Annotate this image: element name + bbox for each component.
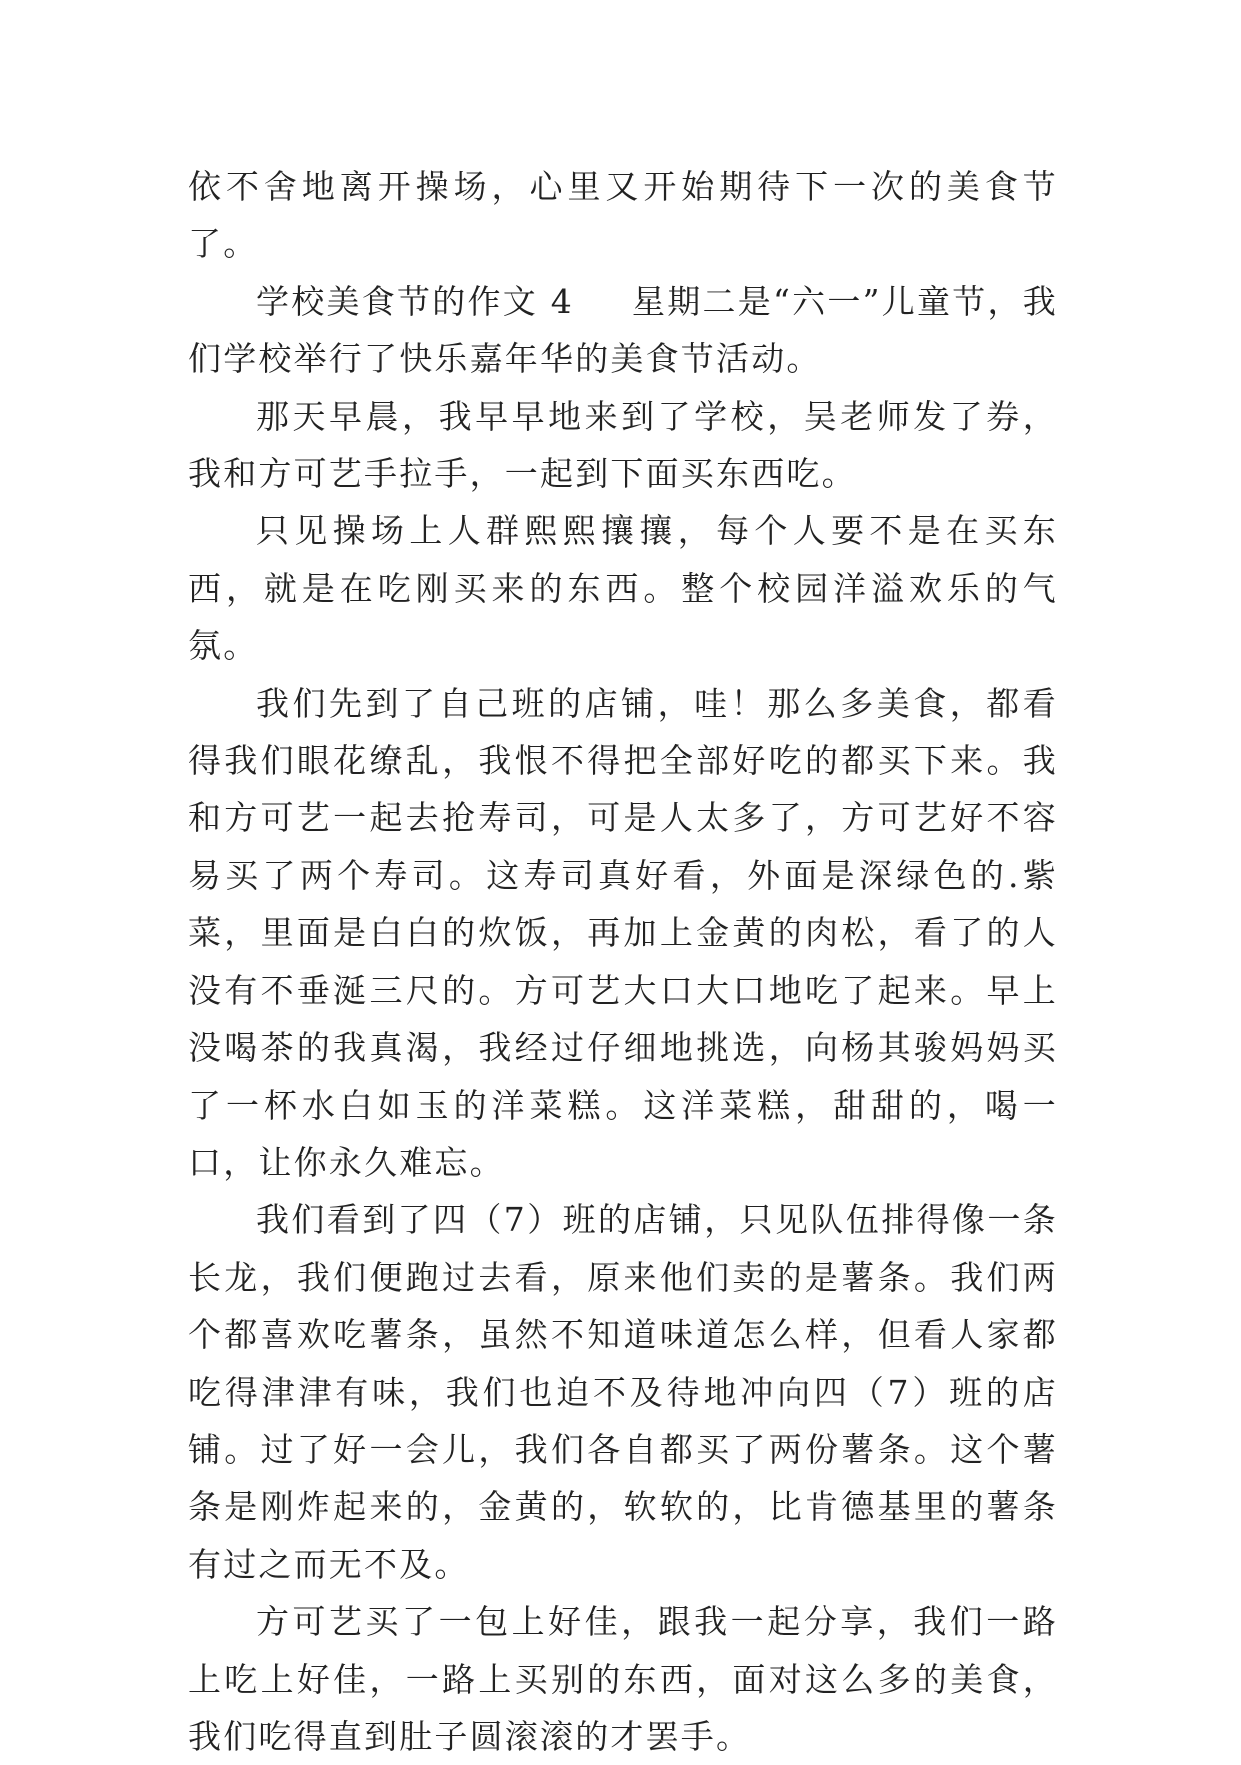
paragraph: 依不舍地离开操场，心里又开始期待下一次的美食节了。 [188,167,1058,264]
paragraph: 我们看到了四（7）班的店铺，只见队伍排得像一条长龙，我们便跑过去看，原来他们卖的是薯条。我们两个都喜欢吃薯条，虽然不知道味道怎么样，但看人家都吃得津津有味，我们也迫不及待地冲向四（7）班的店铺。过了好一会儿，我们各自都买了两份薯条。这个薯条是刚炸起来的，金黄的，软软的，比肯德基里的薯条有过之而无不及。 [188,1200,1058,1584]
paragraph: 方可艺买了一包上好佳，跟我一起分享，我们一路上吃上好佳，一路上买别的东西，面对这么多的美食，我们吃得直到肚子圆滚滚的才罢手。 [188,1602,1058,1756]
document-body [188,158,1058,1765]
paragraph: 那天早晨，我早早地来到了学校，吴老师发了券，我和方可艺手拉手，一起到下面买东西吃。 [188,396,1058,494]
paragraph: 只见操场上人群熙熙攘攘，每个人要不是在买东西，就是在吃刚买来的东西。整个校园洋溢欢乐的气氛。 [188,511,1058,666]
paragraph: 我们先到了自己班的店铺，哇！那么多美食，都看得我们眼花缭乱，我恨不得把全部好吃的都买下来。我和方可艺一起去抢寿司，可是人太多了，方可艺好不容易买了两个寿司。这寿司真好看，外面是深绿色的.紫菜，里面是白白的炊饭，再加上金黄的肉松，看了的人没有不垂涎三尺的。方可艺大口大口地吃了起来。早上没喝茶的我真渴，我经过仔细地挑选，向杨其骏妈妈买了一杯水白如玉的洋菜糕。这洋菜糕，甜甜的，喝一口，让你永久难忘。 [188,683,1058,1182]
paragraph [188,273,1058,388]
paragraph-text: 星期二是“六一”儿童节，我们学校举行了快乐嘉年华的美食节活动。 [188,281,1058,379]
essay-heading: 学校美食节的作文 4 [256,281,574,321]
